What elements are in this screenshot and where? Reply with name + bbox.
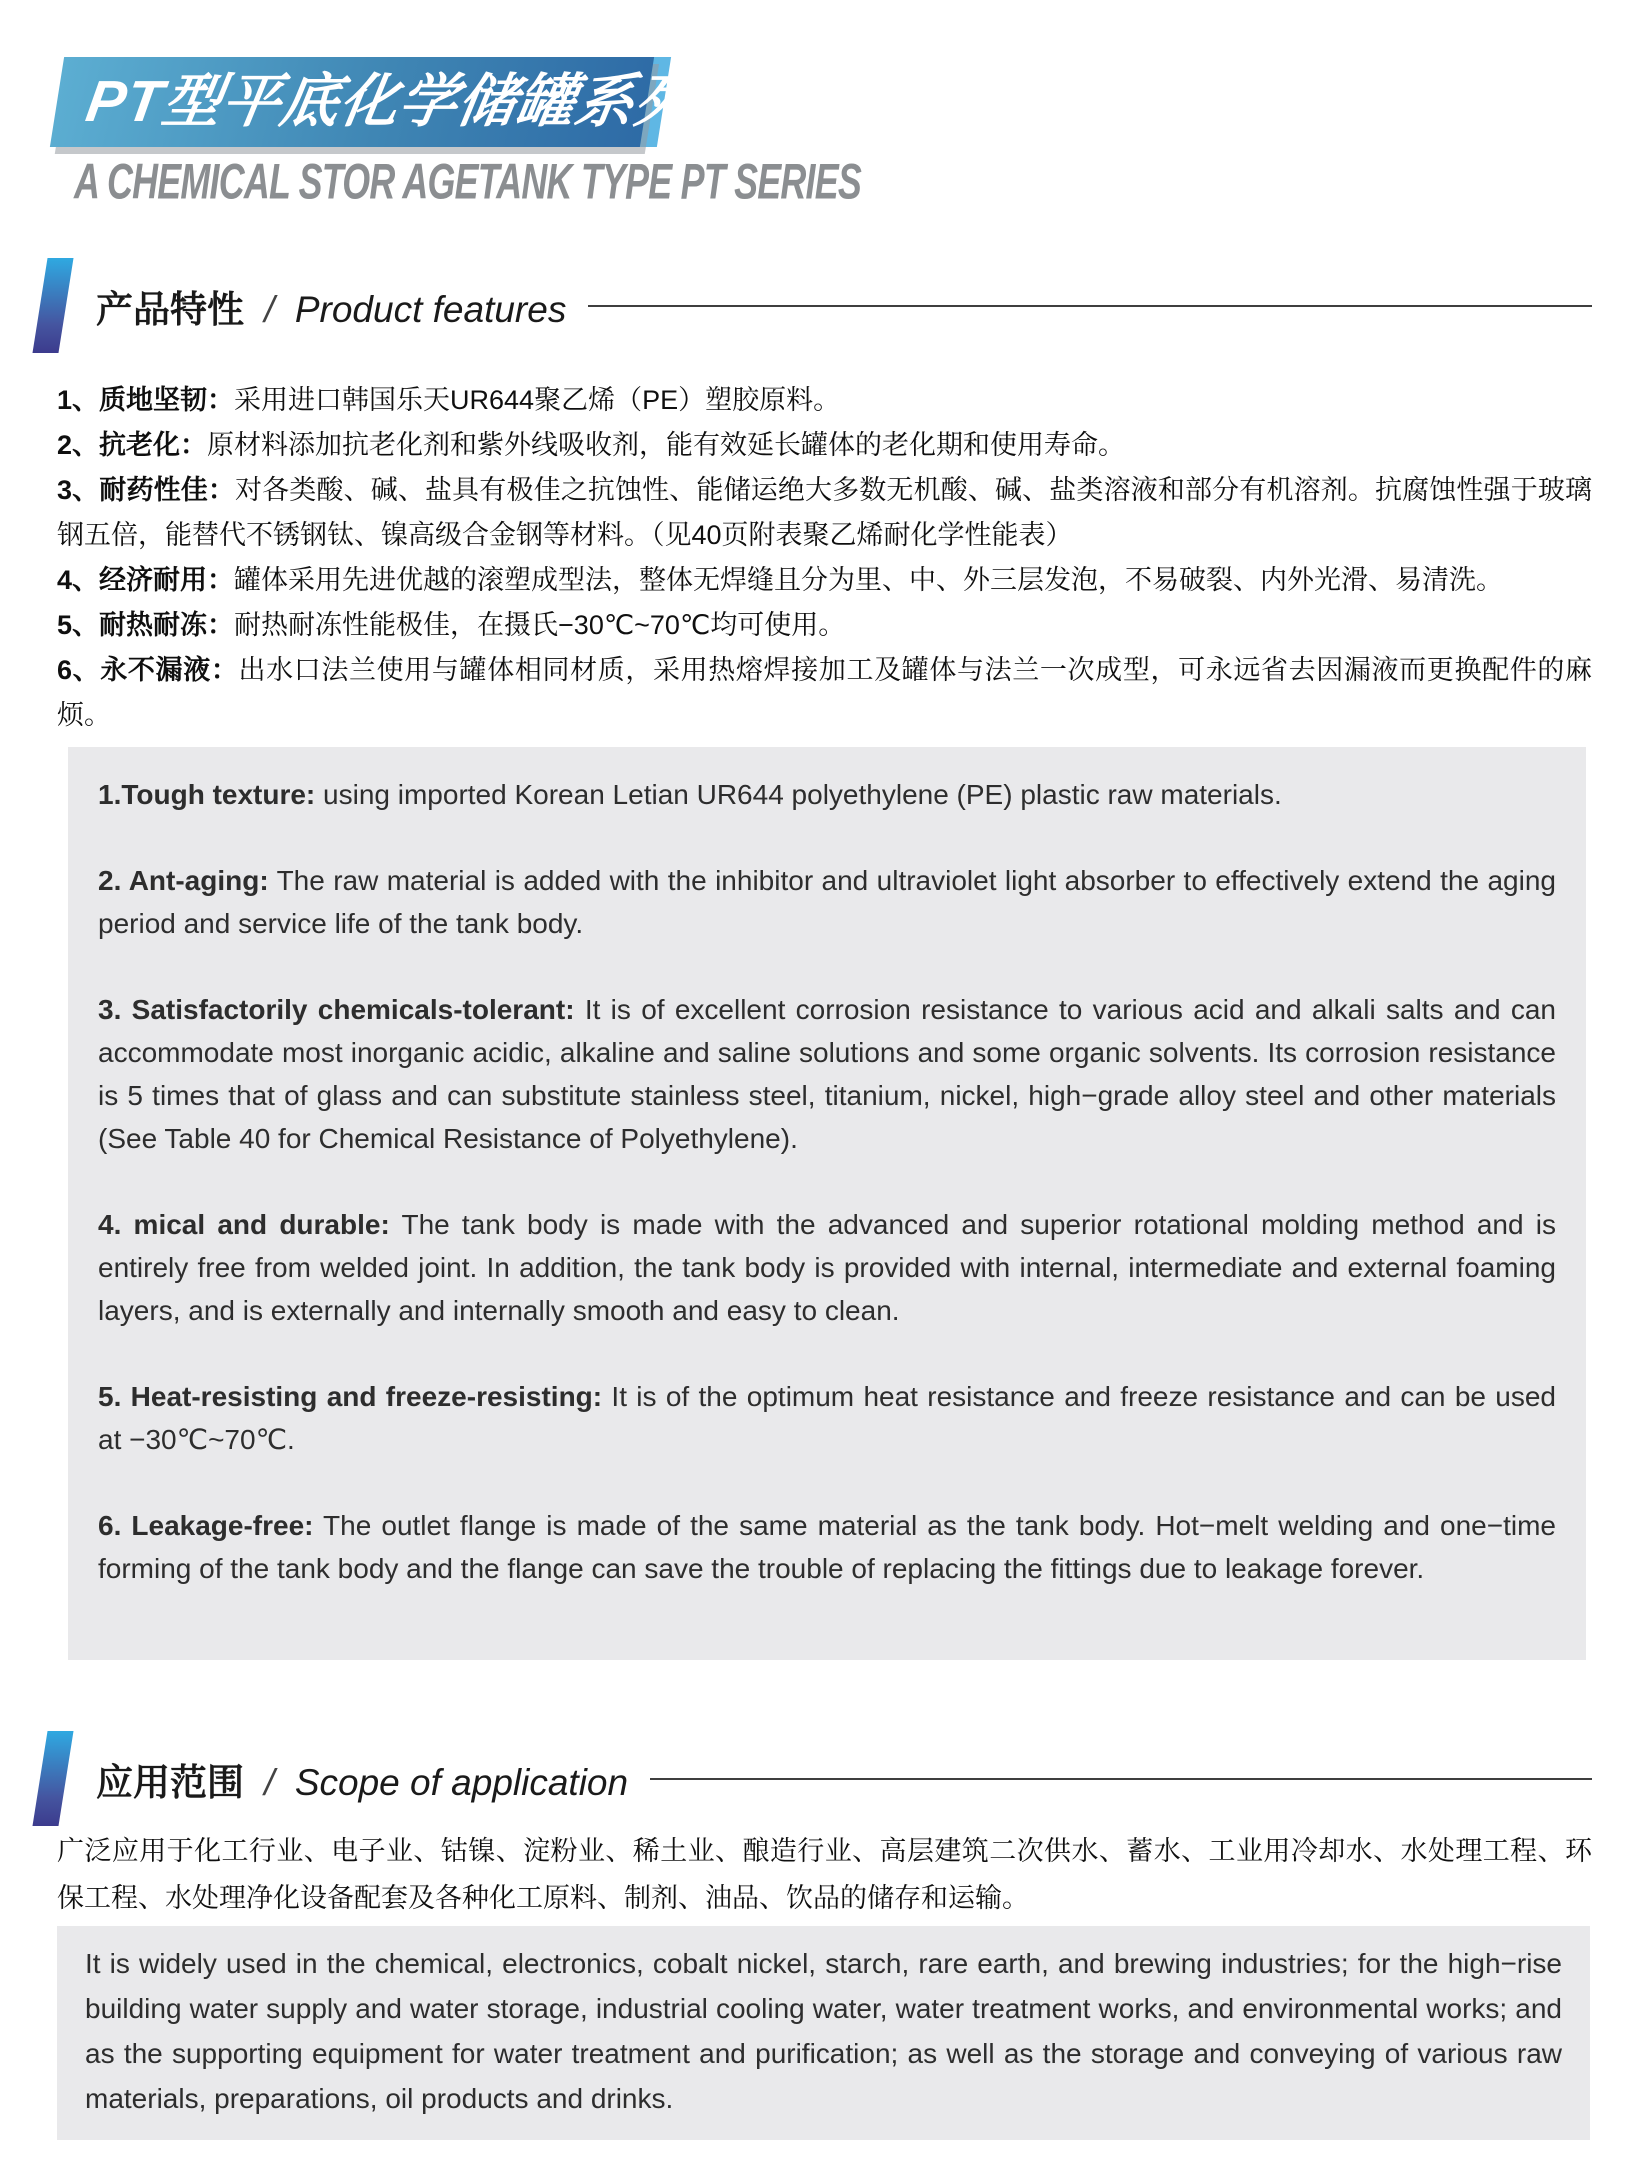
feature-list-english-box (68, 747, 1586, 1660)
feature-item-zh (57, 423, 1592, 468)
page-title: PT型平底化学储罐系列 (81, 69, 700, 134)
feature-item-text: It is of excellent corrosion resistance to various acid and alkali salts and can accommodate most inorganic acidic, alkaline and saline solutions and some organic solvents. Its corrosion resistance is 5 times that of glass and can substitute stainless steel, titanium, nickel, high−grade alloy steel and other materials (See Table 40 for Chemical Resistance of Polyethylene). (98, 994, 1556, 1154)
section-title-zh: 产品特性 (96, 288, 244, 330)
feature-item-en (98, 1375, 1556, 1461)
feature-item-text: 采用进口韩国乐天UR644聚乙烯（PE）塑胶原料。 (234, 385, 841, 415)
feature-item-zh (57, 603, 1592, 648)
section-title-separator: / (264, 1761, 275, 1803)
application-text-english-box (57, 1926, 1590, 2140)
feature-item-label: 6、永不漏液： (57, 655, 239, 685)
feature-item-text: using imported Korean Letian UR644 polyethylene (PE) plastic raw materials. (315, 779, 1282, 810)
section-title-zh: 应用范围 (96, 1761, 244, 1803)
page-title-banner (50, 57, 700, 147)
feature-item-zh (57, 378, 1592, 423)
feature-item-zh (57, 558, 1592, 603)
section-title-separator: / (264, 288, 275, 330)
feature-item-label: 2. Ant-aging: (98, 865, 269, 896)
feature-item-label: 2、抗老化： (57, 430, 208, 460)
feature-item-text: The raw material is added with the inhibitor and ultraviolet light absorber to effectively extend the aging period and service life of the tank body. (98, 865, 1556, 939)
application-text-english: It is widely used in the chemical, electronics, cobalt nickel, starch, rare earth, and brewing industries; for the high−rise building water supply and water storage, industrial cooling water, water treatment works, and environmental works; and as the supporting equipment for water treatment and purification; as well as the storage and conveying of various raw materials, preparations, oil products and drinks. (85, 1948, 1562, 2114)
feature-item-zh (57, 468, 1592, 558)
feature-item-en (98, 988, 1556, 1160)
section-header-scope-of-application (30, 1731, 1592, 1826)
feature-item-text: 罐体采用先进优越的滚塑成型法，整体无焊缝且分为里、中、外三层发泡，不易破裂、内外光滑、易清洗。 (234, 565, 1504, 595)
feature-item-text: It is of the optimum heat resistance and freeze resistance and can be used at −30℃~70℃. (98, 1381, 1557, 1455)
feature-item-text: 原材料添加抗老化剂和紫外线吸收剂，能有效延长罐体的老化期和使用寿命。 (207, 430, 1126, 460)
feature-item-label: 1、质地坚韧： (57, 385, 235, 415)
feature-item-en (98, 1203, 1556, 1332)
feature-item-label: 6. Leakage-free: (98, 1510, 314, 1541)
section-marker (32, 258, 73, 353)
feature-item-text: 耐热耐冻性能极佳，在摄氏−30℃~70℃均可使用。 (234, 610, 846, 640)
section-marker (32, 1731, 73, 1826)
feature-list-chinese (57, 378, 1592, 738)
section-rule-line (588, 305, 1592, 307)
feature-item-label: 3、耐药性佳： (57, 475, 236, 505)
feature-item-label: 5. Heat-resisting and freeze-resisting: (98, 1381, 603, 1412)
feature-item-label: 4、经济耐用： (57, 565, 235, 595)
feature-item-text: The outlet flange is made of the same material as the tank body. Hot−melt welding and one−time forming of the tank body and the flange can save the trouble of replacing the fittings due to leakage forever. (98, 1510, 1556, 1584)
feature-item-label: 4. mical and durable: (98, 1209, 390, 1240)
feature-item-label: 5、耐热耐冻： (57, 610, 235, 640)
page-subtitle: A CHEMICAL STOR AGETANK TYPE PT SERIES (74, 153, 862, 210)
feature-item-en (98, 1504, 1556, 1590)
feature-item-text: 出水口法兰使用与罐体相同材质，采用热熔焊接加工及罐体与法兰一次成型，可永远省去因漏液而更换配件的麻烦。 (57, 655, 1592, 730)
section-header-product-features (30, 258, 1592, 353)
feature-item-label: 3. Satisfactorily chemicals-tolerant: (98, 994, 575, 1025)
feature-item-en (98, 859, 1556, 945)
feature-item-label: 1.Tough texture: (98, 779, 316, 810)
application-text-chinese: 广泛应用于化工行业、电子业、钴镍、淀粉业、稀土业、酿造行业、高层建筑二次供水、蓄水、工业用冷却水、水处理工程、环保工程、水处理净化设备配套及各种化工原料、制剂、油品、饮品的储存和运输。 (57, 1836, 1592, 1913)
feature-item-zh (57, 648, 1592, 738)
section-title-product-features (96, 279, 566, 333)
feature-item-en (98, 773, 1556, 816)
feature-item-text: 对各类酸、碱、盐具有极佳之抗蚀性、能储运绝大多数无机酸、碱、盐类溶液和部分有机溶剂。抗腐蚀性强于玻璃钢五倍，能替代不锈钢钛、镍高级合金钢等材料。（见40页附表聚乙烯耐化学性能表） (57, 475, 1592, 550)
section-title-scope-of-application (96, 1752, 628, 1806)
section-title-en: Scope of application (294, 1761, 629, 1803)
section-rule-line (650, 1778, 1592, 1780)
section-title-en: Product features (294, 288, 567, 330)
feature-item-text: The tank body is made with the advanced and superior rotational molding method and is entirely free from welded joint. In addition, the tank body is provided with internal, intermediate and external foaming layers, and is externally and internally smooth and easy to clean. (98, 1209, 1556, 1326)
